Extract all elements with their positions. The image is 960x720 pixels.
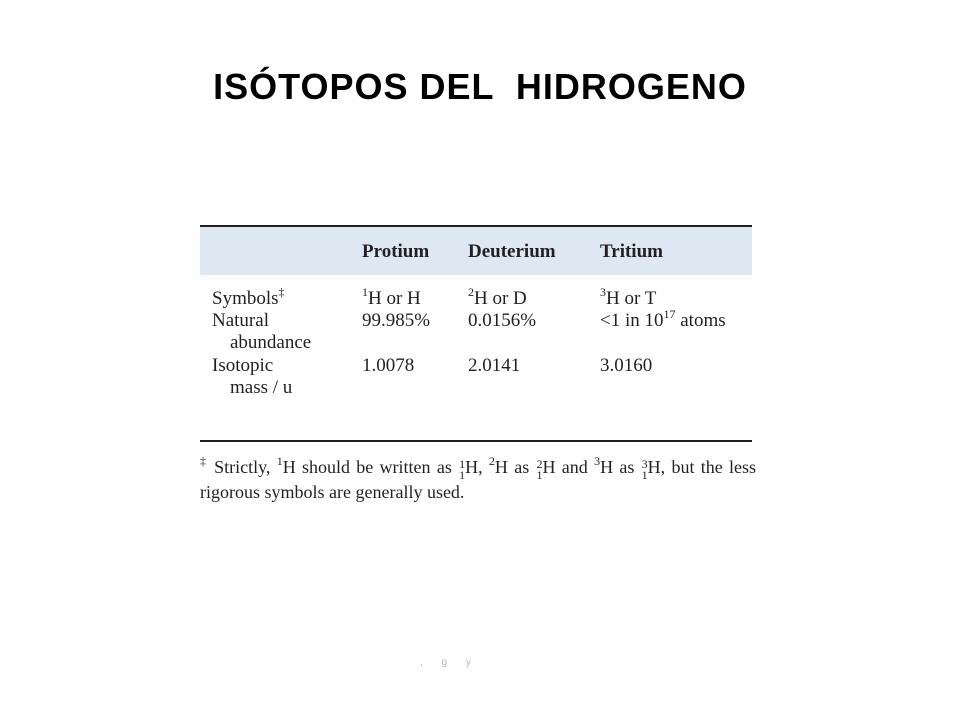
cell-protium-symbol: $^1$H or H <box>362 285 421 309</box>
cell-tritium-mass: 3.0160 <box>600 355 653 376</box>
faint-residual-text: , g y <box>420 657 479 668</box>
row-label-symbols: Symbols‡ <box>212 285 285 309</box>
column-header-tritium: Tritium <box>600 241 663 262</box>
nuclide-notation-h2: 2 1 <box>536 457 543 482</box>
row-label-isotopic: Isotopic <box>212 355 274 376</box>
cell-protium-mass: 1.0078 <box>362 355 415 376</box>
column-header-protium: Protium <box>362 241 430 262</box>
cell-tritium-abundance: <1 in $10^{17}$ atoms <box>600 307 726 331</box>
nuclide-notation-h3: 3 1 <box>641 457 648 482</box>
table-body <box>200 275 752 440</box>
cell-deuterium-mass: 2.0141 <box>468 355 521 376</box>
row-label-mass: mass / u <box>230 377 293 398</box>
cell-protium-abundance: 99.985% <box>362 310 431 331</box>
cell-deuterium-symbol: $^2$H or D <box>468 285 527 309</box>
nuclide-notation-h1: 1 1 <box>459 457 466 482</box>
column-header-deuterium: Deuterium <box>468 241 556 262</box>
table-header <box>200 227 752 275</box>
isotope-table <box>200 225 752 442</box>
row-label-natural: Natural <box>212 310 269 331</box>
table-footnote: ‡ Strictly, $^1$H should be written as 1 1 H, $^2$H as 2 1 H and $^3$H as 3 1 H, but the less rigorous symbols are generally used. <box>200 454 757 502</box>
cell-deuterium-abundance: 0.0156% <box>468 310 537 331</box>
table-bottom-rule <box>200 440 752 442</box>
cell-tritium-symbol: $^3$H or T <box>600 285 657 309</box>
slide-title: ISÓTOPOS DEL HIDROGENO <box>213 66 747 107</box>
row-label-abundance: abundance <box>230 332 312 353</box>
